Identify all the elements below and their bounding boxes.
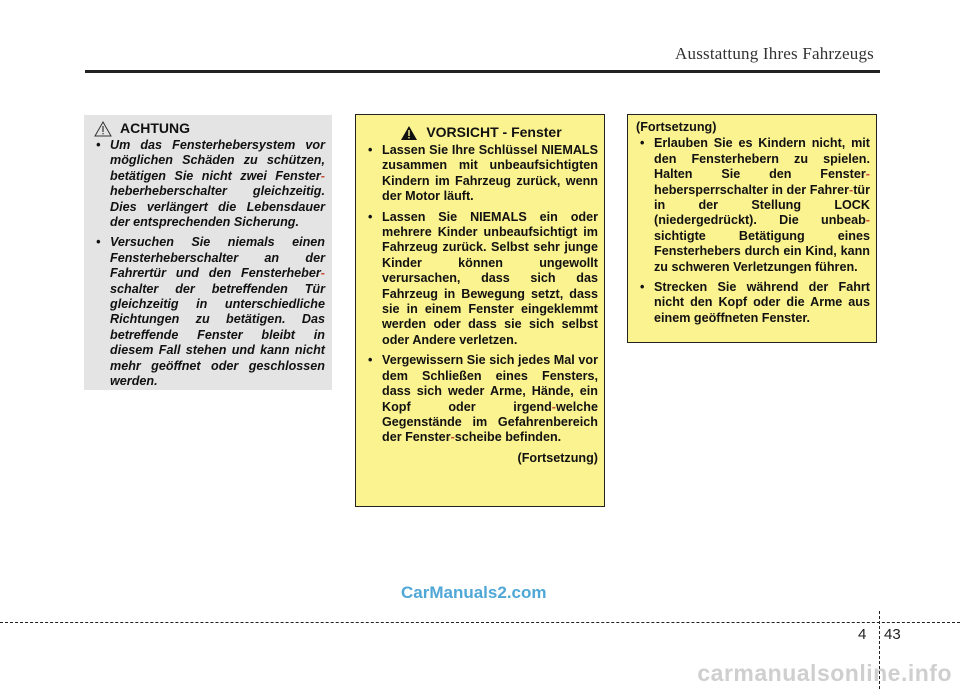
list-item-line: hebersperrschalter in der Fahrer- — [654, 182, 854, 197]
page-header-title: Ausstattung Ihres Fahrzeugs — [675, 44, 874, 63]
list-item-line: verletzen. — [459, 332, 518, 347]
list-item-line: im Fahrzeug zurück. Selbst sehr — [382, 225, 598, 255]
warning-triangle-icon — [94, 121, 112, 137]
bullet-glyph: • — [368, 143, 373, 157]
watermark-carmanuals: CarManuals2.com — [401, 583, 547, 602]
list-item-line: dass sie in einem Fenster — [382, 286, 598, 317]
list-item-line: scheibe befinden. — [454, 430, 562, 445]
bullet-glyph: • — [368, 353, 373, 368]
list-item-line: läuft. — [443, 189, 474, 204]
list-item-line: nicht den Kopf oder die Arme aus — [654, 295, 870, 310]
list-item-line: Lassen Sie NIEMALS ein oder — [382, 209, 598, 224]
list-item-line: unbeaufsichtigten Kindern im — [382, 158, 598, 188]
list-item-line: führen. — [814, 259, 858, 274]
list-item-line: einem geöffneten Fenster. — [654, 310, 811, 325]
list-item-line: Fahrertür und den Fensterheber- — [110, 266, 325, 281]
continued-list — [636, 136, 870, 326]
list-item-line: Fahrzeug zurück, wenn der Motor — [382, 173, 598, 204]
list-item-line: Erlauben Sie es Kindern nicht, — [654, 136, 852, 151]
list-item — [636, 136, 870, 275]
list-item-line: Um das Fensterhebersystem vor — [110, 138, 325, 152]
list-item-line: diesem Fall stehen und kann nicht — [110, 343, 325, 358]
vorsicht-list — [364, 143, 598, 446]
continued-box — [627, 114, 877, 343]
list-item-line: Fensterheberschalter an der — [110, 250, 325, 265]
bullet-glyph: • — [368, 209, 373, 224]
list-item-line: möglichen Schäden zu schützen, — [110, 153, 325, 168]
list-item-line: mehr geöffnet oder geschlossen — [110, 358, 325, 373]
list-item-line: NIEMALS zusammen mit — [382, 143, 598, 173]
list-item — [92, 138, 325, 230]
list-item-line: Dies verlängert die Lebensdauer — [110, 199, 325, 214]
list-item — [364, 353, 598, 445]
list-item-line: spielen. Halten Sie den Fenster- — [654, 151, 870, 182]
list-item-line: Vergewissern Sie sich jedes Mal — [382, 353, 579, 368]
list-item-line: betätigen Sie nicht zwei Fenster- — [110, 168, 325, 183]
list-item-line: sie sich selbst oder Andere — [382, 317, 598, 347]
bullet-glyph: • — [96, 235, 101, 250]
list-item — [636, 280, 870, 326]
list-item — [92, 235, 325, 389]
vorsicht-box — [355, 114, 605, 507]
list-item-line: Fensters, dass sich weder Arme, — [382, 368, 598, 399]
list-item-line: mehrere Kinder unbeaufsichtigt — [382, 225, 584, 240]
bullet-glyph: • — [640, 280, 645, 295]
list-item-line: betreffende Fenster bleibt in — [110, 327, 325, 342]
chapter-number: 4 — [858, 626, 867, 643]
achtung-list — [92, 138, 325, 390]
list-item-line: schalter der betreffenden Tür — [110, 281, 325, 296]
site-watermark: carmanualsonline.info — [697, 660, 952, 686]
page-number: 43 — [884, 626, 901, 643]
list-item — [364, 210, 598, 349]
list-item-line: sichtigte Betätigung eines — [654, 228, 870, 243]
list-item-line: heberheberschalter gleichzeitig. — [110, 184, 325, 199]
vorsicht-heading — [364, 125, 598, 141]
list-item-line: tür in der Stellung LOCK — [654, 182, 870, 213]
list-item-line: vor dem Schließen eines — [382, 353, 598, 383]
list-item — [364, 143, 598, 205]
list-item-line: Hände, ein Kopf oder irgend- — [382, 384, 599, 414]
continued-box-label: (Fortsetzung) — [636, 120, 717, 134]
list-item-line: verursachen, dass sich das — [382, 271, 598, 286]
list-item-line: Strecken Sie während der Fahrt — [654, 280, 870, 295]
list-item-line: welche Gegenstände im — [382, 399, 598, 429]
achtung-title: ACHTUNG — [120, 120, 190, 137]
footer-rule — [0, 622, 960, 623]
vorsicht-title: VORSICHT - Fenster — [426, 124, 562, 141]
warning-triangle-filled-icon — [400, 125, 418, 141]
list-item-line: gleichzeitig in unterschiedliche — [110, 297, 325, 312]
list-item-line: Lassen Sie Ihre Schlüssel — [382, 143, 542, 157]
achtung-heading — [92, 121, 325, 137]
list-item-line: eingeklemmt werden oder dass — [382, 302, 598, 332]
bullet-glyph: • — [640, 136, 645, 151]
list-item-line: Fensterhebers durch ein Kind, — [654, 244, 841, 259]
list-item-line: (niedergedrückt). Die unbeab- — [654, 213, 870, 228]
list-item-line: Versuchen Sie niemals einen — [110, 235, 325, 250]
list-item-line: junge Kinder können ungewollt — [382, 240, 598, 270]
list-item-line: werden. — [110, 374, 158, 389]
list-item-line: kann zu schweren Verletzungen — [654, 244, 870, 274]
achtung-box — [84, 115, 332, 390]
header-rule — [85, 70, 880, 73]
list-item-line: Fahrzeug in Bewegung setzt, — [382, 286, 570, 301]
bullet-glyph: • — [96, 138, 101, 152]
list-item-line: Gefahrenbereich der Fenster- — [382, 414, 598, 445]
list-item-line: Richtungen zu betätigen. Das — [110, 312, 325, 327]
vorsicht-continued-label: (Fortsetzung) — [517, 450, 598, 465]
list-item-line: der entsprechenden Sicherung. — [110, 215, 299, 230]
list-item-line: mit den Fensterhebern zu — [654, 136, 870, 166]
